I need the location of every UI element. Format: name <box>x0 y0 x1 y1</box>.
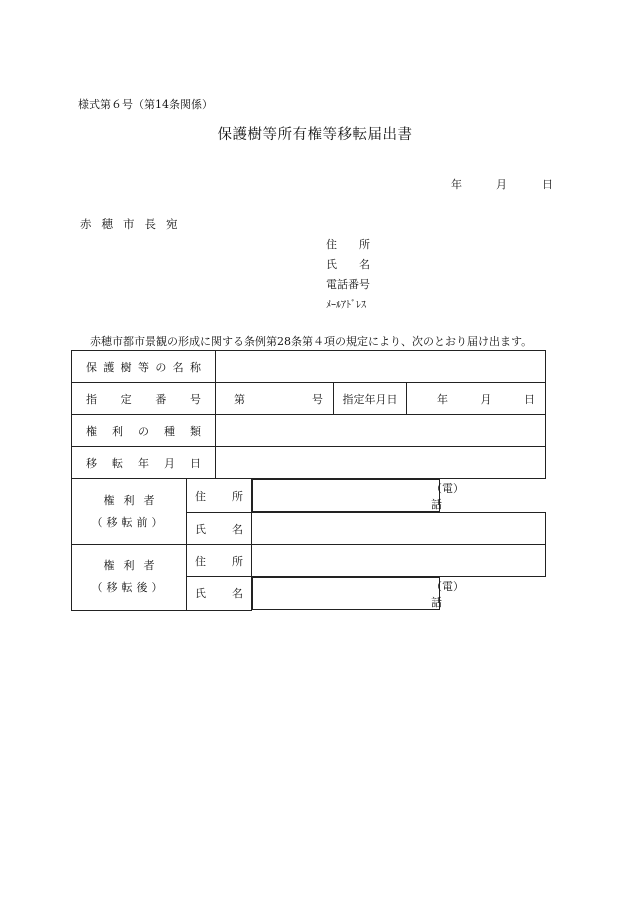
number-suffix: 号 <box>312 392 323 406</box>
preamble: 赤穂市都市景観の形成に関する条例第28条第４項の規定により、次のとおり届け出ます。 <box>90 335 533 348</box>
designation-number-field[interactable] <box>216 383 334 415</box>
before-name-field[interactable] <box>252 513 546 545</box>
table-row <box>72 415 546 447</box>
after-address-field[interactable] <box>252 545 546 577</box>
applicant-address-label: 住 所 <box>326 238 370 251</box>
before-label: （移転前） <box>91 515 167 529</box>
page-title: 保護樹等所有権等移転届出書 <box>217 127 413 143</box>
form-id: 様式第６号（第14条関係） <box>78 98 213 111</box>
after-address-label <box>187 545 252 577</box>
designation-date-month: 月 <box>480 392 492 406</box>
after-label: （移転後） <box>91 581 167 595</box>
before-address-field[interactable] <box>252 479 464 512</box>
table-row <box>72 479 546 513</box>
table-row <box>72 351 546 383</box>
holder-label: 権利者 <box>103 559 164 573</box>
designation-number-label: 指定番号 <box>72 383 216 415</box>
label-char: 所 <box>232 554 243 568</box>
before-address-label <box>187 479 252 513</box>
date-month: 月 <box>496 178 507 191</box>
tree-name-label: 保護樹等の名称 <box>72 351 216 383</box>
label-char: 氏 <box>195 522 206 536</box>
table-row <box>72 383 546 415</box>
phone-close: ） <box>453 482 464 495</box>
label-char: 住 <box>195 489 206 503</box>
designation-date-field[interactable] <box>407 383 546 415</box>
right-type-label: 権利の種類 <box>72 415 216 447</box>
designation-date-day: 日 <box>524 392 535 406</box>
date-year: 年 <box>451 178 462 191</box>
tree-name-field[interactable] <box>216 351 546 383</box>
transfer-form-table <box>71 350 546 611</box>
label-char: 住 <box>195 554 206 568</box>
number-prefix: 第 <box>234 392 245 406</box>
label-char: 所 <box>232 489 243 503</box>
phone-open: （電話 <box>431 580 453 609</box>
label-char: 名 <box>232 522 243 536</box>
label-char: 氏 <box>195 587 206 601</box>
label-char: 名 <box>232 587 243 601</box>
date-day: 日 <box>542 178 553 191</box>
designation-date-label: 指定年月日 <box>334 383 407 415</box>
holder-after-label <box>72 545 187 611</box>
table-row <box>72 545 546 577</box>
after-name-label <box>187 577 252 611</box>
transfer-date-label: 移転年月日 <box>72 447 216 479</box>
holder-label: 権利者 <box>103 493 164 507</box>
applicant-phone-label: 電話番号 <box>326 278 370 291</box>
applicant-email-label: ﾒｰﾙｱﾄﾞﾚｽ <box>326 300 366 311</box>
before-name-label <box>187 513 252 545</box>
transfer-date-field[interactable] <box>216 447 546 479</box>
applicant-name-label: 氏 名 <box>326 258 370 271</box>
right-type-field[interactable] <box>216 415 546 447</box>
phone-close: ） <box>453 580 464 593</box>
phone-open: （電話 <box>431 482 453 511</box>
addressee: 赤穂市長宛 <box>80 217 188 231</box>
designation-date-year: 年 <box>437 392 448 406</box>
holder-before-label <box>72 479 187 545</box>
table-row <box>72 447 546 479</box>
after-name-field[interactable] <box>252 577 464 610</box>
